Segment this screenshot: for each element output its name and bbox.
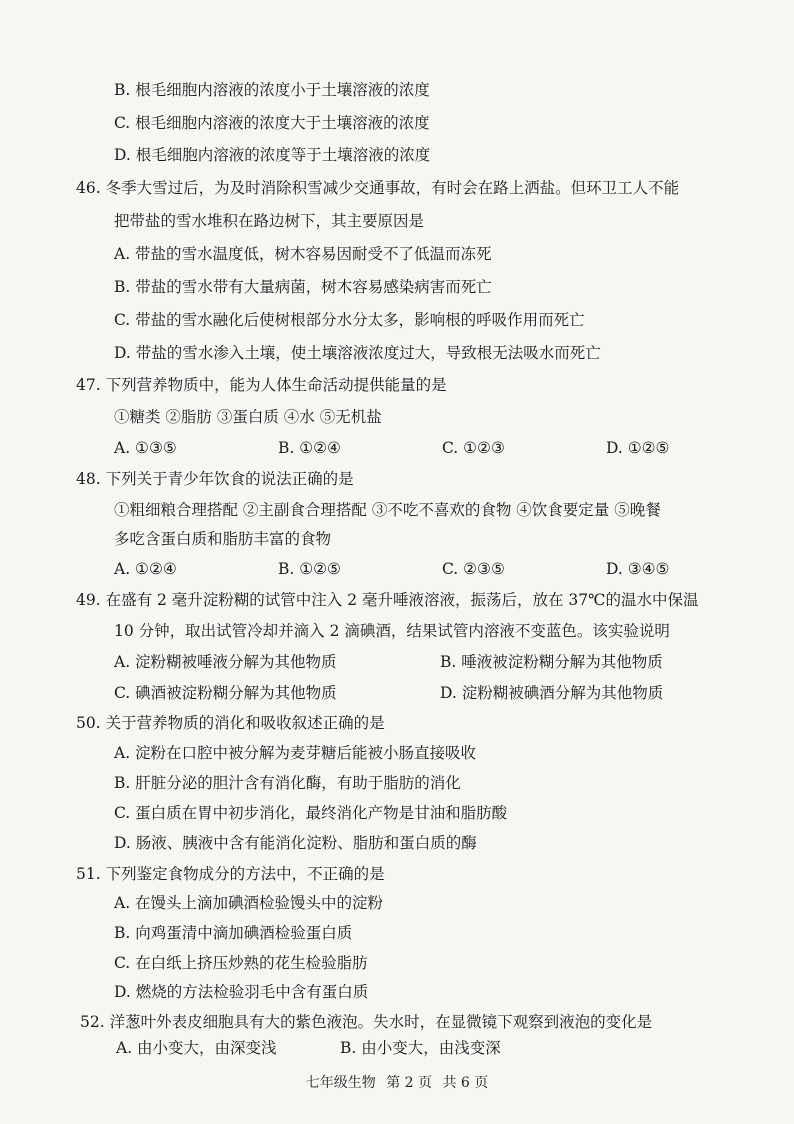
q46-option-a: A. 带盐的雪水温度低，树木容易因耐受不了低温而冻死 (114, 245, 492, 263)
q46-option-c: C. 带盐的雪水融化后使树根部分水分太多，影响根的呼吸作用而死亡 (114, 311, 585, 329)
q48-items-line1: ①粗细粮合理搭配 ②主副食合理搭配 ③不吃不喜欢的食物 ④饮食要定量 ⑤晚餐 (114, 501, 661, 519)
q52-stem: 52. 洋葱叶外表皮细胞具有大的紫色液泡。失水时，在显微镜下观察到液泡的变化是 (80, 1013, 653, 1031)
q47-option-c: C. ①②③ (442, 439, 505, 457)
q49-option-b: B. 唾液被淀粉糊分解为其他物质 (440, 653, 663, 671)
q52-option-a: A. 由小变大，由深变浅 (116, 1039, 277, 1057)
q50-option-c: C. 蛋白质在胃中初步消化，最终消化产物是甘油和脂肪酸 (114, 804, 508, 822)
q49-stem-line2: 10 分钟，取出试管冷却并滴入 2 滴碘酒，结果试管内溶液不变蓝色。该实验说明 (114, 622, 670, 640)
q50-option-a: A. 淀粉在口腔中被分解为麦芽糖后能被小肠直接吸收 (114, 744, 477, 762)
q46-stem-line2: 把带盐的雪水堆积在路边树下，其主要原因是 (114, 212, 425, 230)
q48-option-a: A. ①②④ (114, 560, 177, 578)
q48-option-d: D. ③④⑤ (606, 560, 670, 578)
q47-stem: 47. 下列营养物质中，能为人体生命活动提供能量的是 (76, 376, 447, 394)
q49-option-c: C. 碘酒被淀粉糊分解为其他物质 (114, 684, 337, 702)
q48-items-line2: 多吃含蛋白质和脂肪丰富的食物 (114, 530, 332, 548)
q50-option-d: D. 肠液、胰液中含有能消化淀粉、脂肪和蛋白质的酶 (114, 834, 477, 852)
q51-option-d: D. 燃烧的方法检验羽毛中含有蛋白质 (114, 983, 369, 1001)
q48-option-c: C. ②③⑤ (442, 560, 505, 578)
q49-stem-line1: 49. 在盛有 2 毫升淀粉糊的试管中注入 2 毫升唾液溶液，振荡后，放在 37℃的温水中保温 (76, 591, 699, 609)
footer-page-number: 第 2 页 (386, 1075, 432, 1091)
page-footer (0, 1072, 794, 1092)
q48-stem: 48. 下列关于青少年饮食的说法正确的是 (76, 470, 354, 488)
q51-option-c: C. 在白纸上挤压炒熟的花生检验脂肪 (114, 954, 368, 972)
q52-option-b: B. 由小变大，由浅变深 (340, 1039, 501, 1057)
q51-option-b: B. 向鸡蛋清中滴加碘酒检验蛋白质 (114, 924, 353, 942)
q50-stem: 50. 关于营养物质的消化和吸收叙述正确的是 (76, 714, 385, 732)
q49-option-a: A. 淀粉糊被唾液分解为其他物质 (114, 653, 337, 671)
q46-stem-line1: 46. 冬季大雪过后，为及时消除积雪减少交通事故，有时会在路上洒盐。但环卫工人不能 (76, 179, 680, 197)
q47-items: ①糖类 ②脂肪 ③蛋白质 ④水 ⑤无机盐 (114, 408, 382, 426)
q45-option-b: B. 根毛细胞内溶液的浓度小于土壤溶液的浓度 (114, 81, 430, 99)
q45-option-d: D. 根毛细胞内溶液的浓度等于土壤溶液的浓度 (114, 146, 431, 164)
q46-option-d: D. 带盐的雪水渗入土壤，使土壤溶液浓度过大，导致根无法吸水而死亡 (114, 344, 601, 362)
q45-option-c: C. 根毛细胞内溶液的浓度大于土壤溶液的浓度 (114, 114, 430, 132)
q50-option-b: B. 肝脏分泌的胆汁含有消化酶，有助于脂肪的消化 (114, 774, 461, 792)
q51-option-a: A. 在馒头上滴加碘酒检验馒头中的淀粉 (114, 894, 384, 912)
footer-total-pages: 共 6 页 (442, 1075, 489, 1091)
q46-option-b: B. 带盐的雪水带有大量病菌，树木容易感染病害而死亡 (114, 278, 492, 296)
q47-option-d: D. ①②⑤ (606, 439, 670, 457)
q48-option-b: B. ①②⑤ (278, 560, 341, 578)
q49-option-d: D. 淀粉糊被碘酒分解为其他物质 (440, 684, 664, 702)
q51-stem: 51. 下列鉴定食物成分的方法中，不正确的是 (76, 865, 385, 883)
q47-option-b: B. ①②④ (278, 439, 341, 457)
q47-option-a: A. ①③⑤ (114, 439, 177, 457)
footer-subject: 七年级生物 (305, 1075, 376, 1091)
